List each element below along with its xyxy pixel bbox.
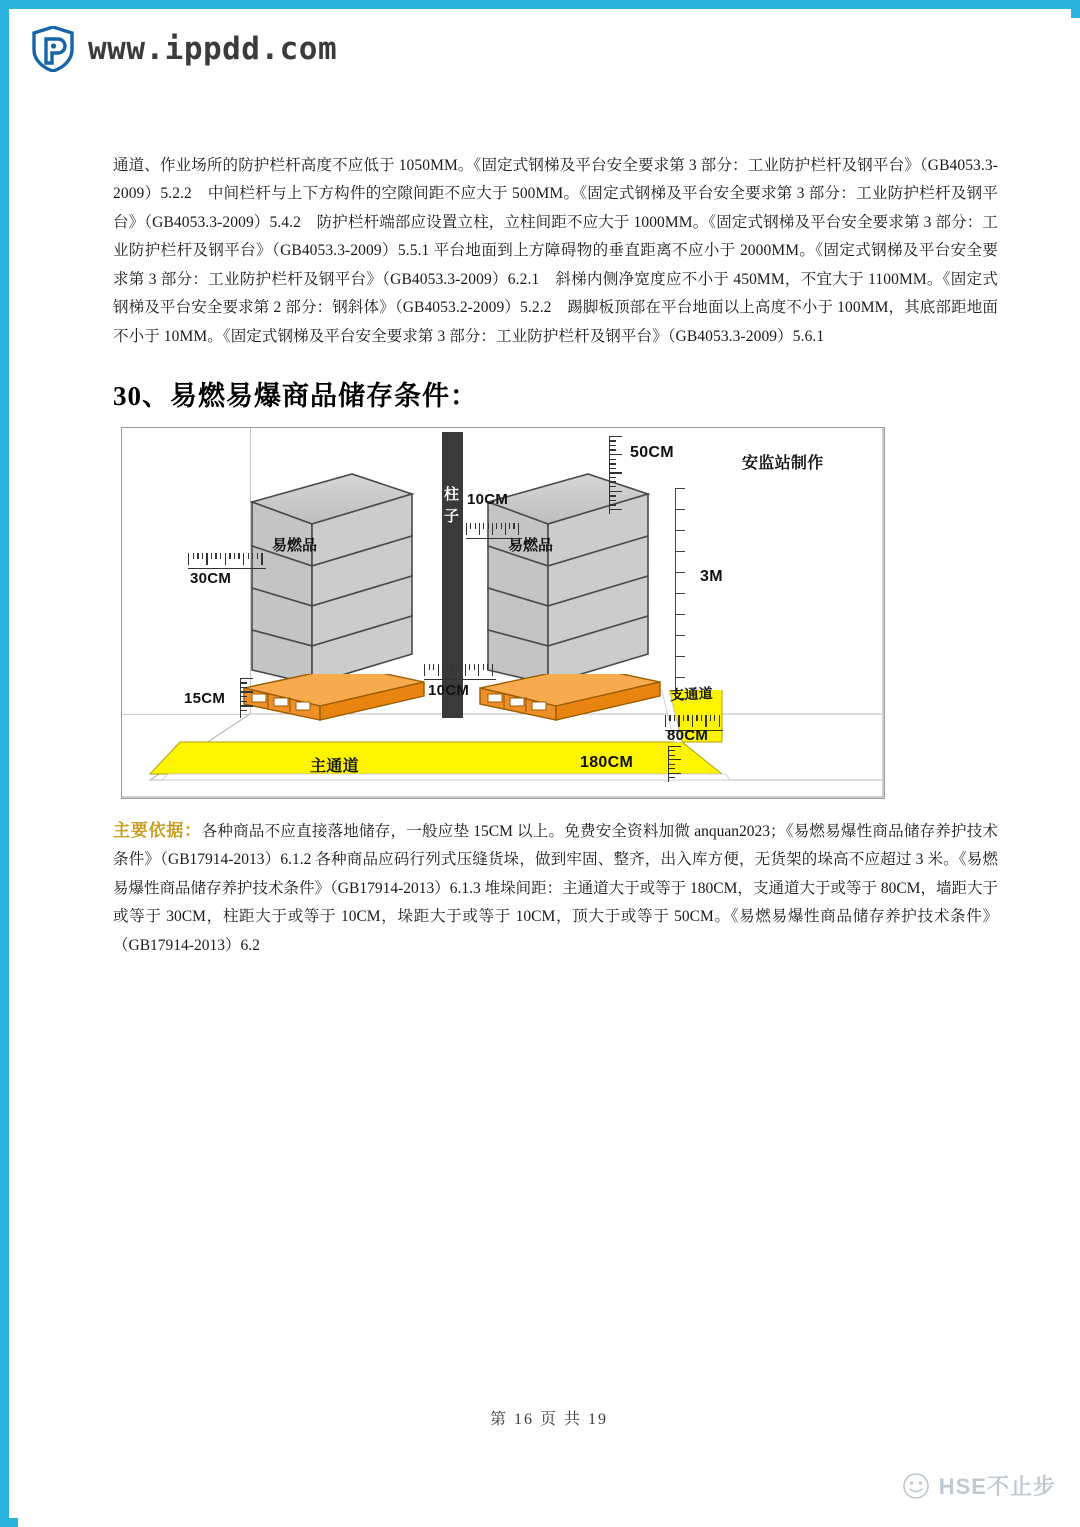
label-50cm: 50CM [630,443,674,461]
pallet-left [230,674,436,726]
box-stack-right-label: 易燃品 [508,537,554,554]
pillar-label-char-2: 子 [443,508,461,525]
document-content [113,136,998,976]
storage-condition-diagram [121,427,885,799]
shield-p-logo-icon [32,26,74,72]
smiley-face-icon [901,1471,931,1501]
watermark [901,1470,1056,1501]
box-stack-left-label: 易燃品 [272,537,318,554]
ruler-stack-gap-10cm [424,664,496,680]
ruler-pillar-clearance-10cm [466,523,522,539]
label-30cm: 30CM [190,569,232,587]
label-side-aisle: 支通道 [669,686,714,704]
label-3m: 3M [700,567,723,585]
site-url-text: www.ippdd.com [88,31,338,67]
label-15cm: 15CM [184,689,226,707]
section-heading: 30、易燃易爆商品储存条件： [113,380,478,411]
page-canvas [18,18,1080,1527]
label-10cm-pillar: 10CM [467,490,509,508]
site-header [18,18,1080,80]
label-main-aisle: 主通道 [310,757,359,775]
watermark-text: HSE不止步 [938,1474,1056,1499]
label-10cm-stack: 10CM [428,681,470,699]
pillar-label-char-1: 柱 [443,486,461,503]
ruler-main-aisle-180cm [668,746,684,782]
scale-stack-height-3m [675,488,676,700]
source-basis-text: 各种商品不应直接落地储存，一般应垫 15CM 以上。免费安全资料加微 anquan2023；《易燃易爆性商品储存养护技术条件》（GB17914-2013）6.1.2 各种商品应码行列式压缝货垛，做到牢固、整齐，出入库方便，无货架的垛高不应超过 3 米。《易燃易爆性商品储存养护技术条件》（GB17914-2013）6.1.3 堆垛间距：主通道大于或等于 180CM，支通道大于或等于 80CM，墙距大于或等于 30CM，柱距大于或等于 10CM，垛距大于或等于 10CM，顶大于或等于 50CM。《易燃易爆性商品储存养护技术条件》（GB17914-2013）6.2 [113,822,999,955]
ruler-wall-clearance-30cm [188,553,266,569]
label-180cm: 180CM [580,753,634,771]
diagram-credit: 安监站制作 [742,454,824,472]
pallet-right [466,674,672,726]
source-basis-paragraph [113,817,998,961]
ruler-ceiling-clearance-50cm [609,436,625,514]
source-basis-label: 主要依据： [113,820,202,840]
label-80cm: 80CM [667,726,709,744]
ruler-pallet-height-15cm [240,678,256,718]
standards-paragraph: 通道、作业场所的防护栏杆高度不应低于 1050MM。《固定式钢梯及平台安全要求第 3 部分：工业防护栏杆及钢平台》（GB4053.3-2009）5.2.2 中间栏杆与上下方构件的空隙间距不应大于 500MM。《固定式钢梯及平台安全要求第 3 部分：工业防护栏杆及钢平台》（GB4053.3-2009）5.4.2 防护栏杆端部应设置立柱，立柱间距不应大于 1000MM。《固定式钢梯及平台安全要求第 3 部分：工业防护栏杆及钢平台》（GB4053.3-2009）5.5.1 平台地面到上方障碍物的垂直距离不应小于 2000MM。《固定式钢梯及平台安全要求第 3 部分：工业防护栏杆及钢平台》（GB4053.3-2009）6.2.1 斜梯内侧净宽度应不小于 450MM，不宜大于 1100MM。《固定式钢梯及平台安全要求第 2 部分：钢斜体》（GB4053.2-2009）5.2.2 踢脚板顶部在平台地面以上高度不小于 100MM，其底部距地面不小于 10MM。《固定式钢梯及平台安全要求第 3 部分：工业防护栏杆及钢平台》（GB4053.3-2009）5.6.1 [113,156,998,346]
page-number-footer: 第 16 页 共 19 [489,1411,608,1428]
